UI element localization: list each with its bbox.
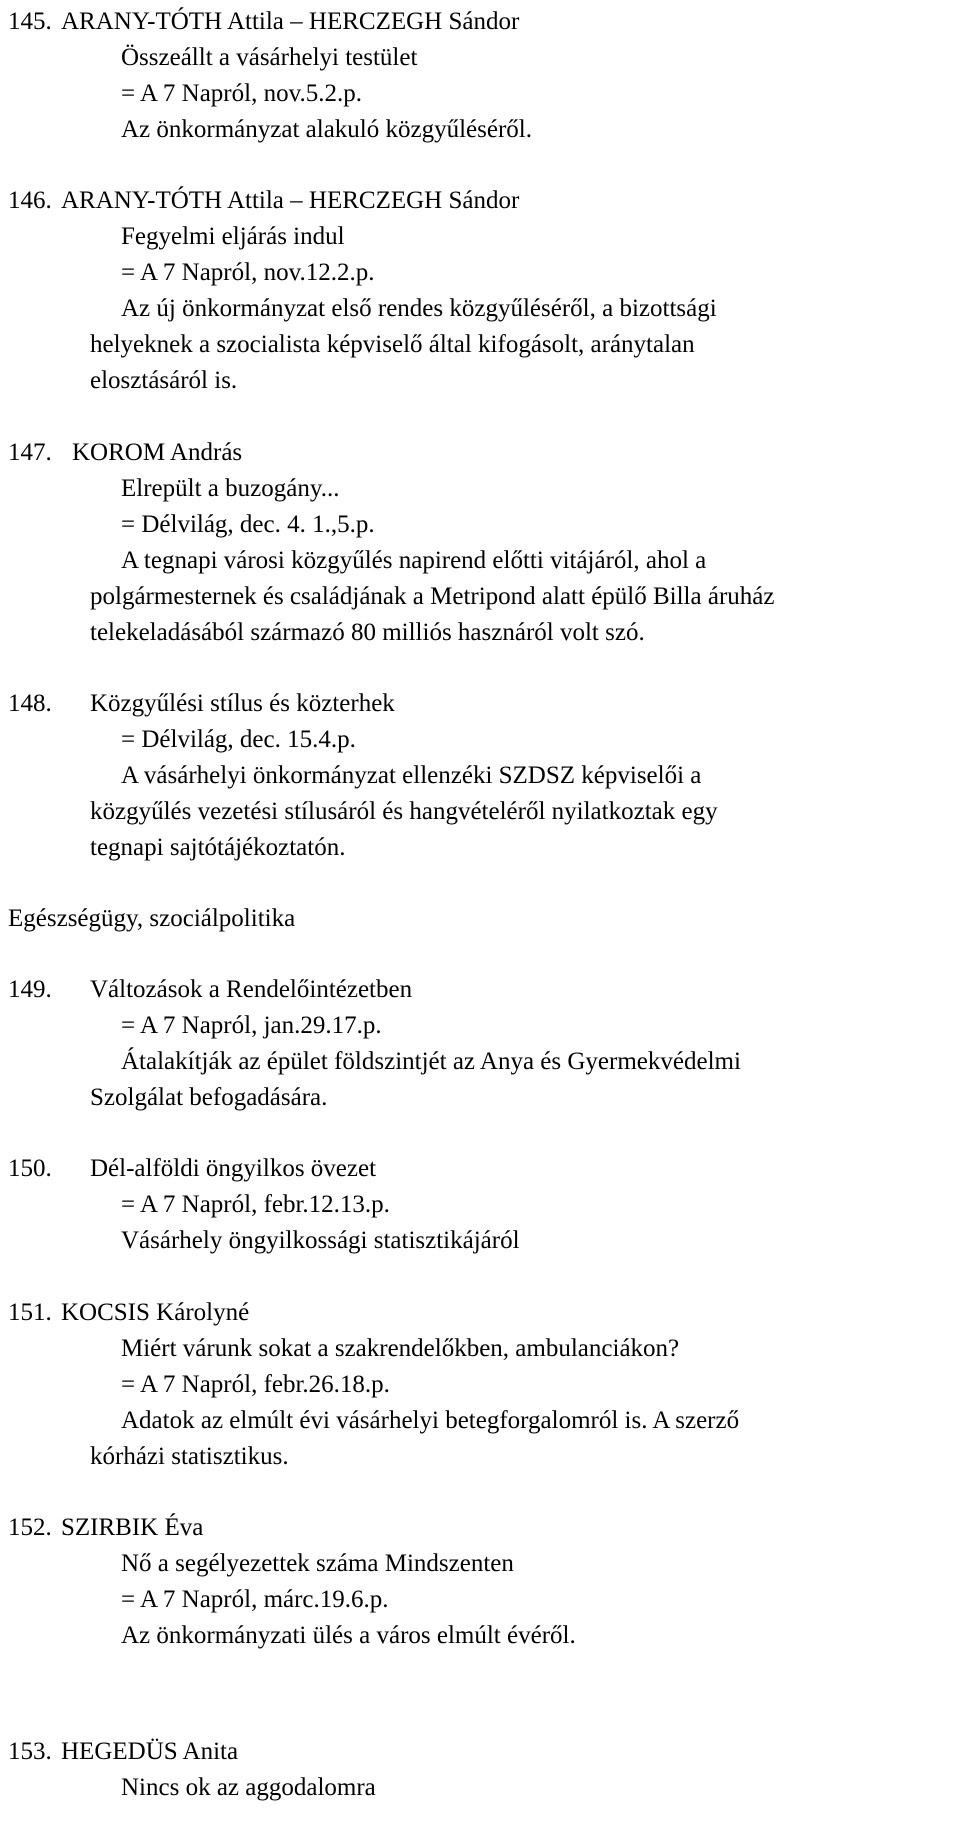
section-heading: Egészségügy, szociálpolitika	[8, 905, 296, 932]
entry-number: 148.	[8, 690, 52, 717]
entry-source: = Délvilág, dec. 15.4.p.	[121, 726, 356, 753]
entry-abstract-line: Vásárhely öngyilkossági statisztikájáról	[121, 1227, 520, 1254]
entry-source: = A 7 Napról, febr.12.13.p.	[121, 1191, 390, 1218]
entry-source: = A 7 Napról, nov.5.2.p.	[121, 80, 362, 107]
entry-title: Miért várunk sokat a szakrendelőkben, ambulanciákon?	[121, 1335, 680, 1362]
entry-title: Fegyelmi eljárás indul	[121, 223, 345, 250]
entry-number: 150.	[8, 1155, 52, 1182]
entry-abstract-line: Adatok az elmúlt évi vásárhelyi betegforgalomról is. A szerző	[121, 1407, 740, 1434]
entry-abstract-line: polgármesternek és családjának a Metripond alatt épülő Billa áruház	[90, 583, 775, 610]
entry-abstract-line: Az önkormányzati ülés a város elmúlt évéről.	[121, 1622, 576, 1649]
entry-number: 151.	[8, 1299, 52, 1326]
entry-abstract-line: elosztásáról is.	[90, 367, 238, 394]
entry-title: Nincs ok az aggodalomra	[121, 1774, 376, 1801]
entry-number: 146.	[8, 187, 52, 214]
entry-abstract-line: tegnapi sajtótájékoztatón.	[90, 834, 346, 861]
entry-abstract-line: A tegnapi városi közgyűlés napirend előtti vitájáról, ahol a	[121, 547, 707, 574]
entry-author: KOROM András	[72, 439, 243, 466]
entry-author: ARANY-TÓTH Attila – HERCZEGH Sándor	[61, 187, 520, 214]
entry-author: HEGEDÜS Anita	[61, 1738, 239, 1765]
entry-abstract-line: Szolgálat befogadására.	[90, 1084, 328, 1111]
entry-title: Dél-alföldi öngyilkos övezet	[90, 1155, 377, 1182]
entry-number: 153.	[8, 1738, 52, 1765]
entry-title: Változások a Rendelőintézetben	[90, 976, 413, 1003]
entry-title: Nő a segélyezettek száma Mindszenten	[121, 1550, 514, 1577]
entry-source: = A 7 Napról, jan.29.17.p.	[121, 1012, 382, 1039]
entry-abstract-line: kórházi statisztikus.	[90, 1443, 289, 1470]
entry-source: = A 7 Napról, nov.12.2.p.	[121, 259, 375, 286]
entry-title: Összeállt a vásárhelyi testület	[121, 44, 418, 71]
entry-abstract-line: helyeknek a szocialista képviselő által kifogásolt, aránytalan	[90, 331, 695, 358]
entry-author: SZIRBIK Éva	[61, 1514, 204, 1541]
entry-abstract-line: A vásárhelyi önkormányzat ellenzéki SZDSZ képviselői a	[121, 762, 702, 789]
entry-source: = Délvilág, dec. 4. 1.,5.p.	[121, 511, 375, 538]
entry-abstract-line: közgyűlés vezetési stílusáról és hangvételéről nyilatkoztak egy	[90, 798, 718, 825]
entry-number: 152.	[8, 1514, 52, 1541]
entry-author: ARANY-TÓTH Attila – HERCZEGH Sándor	[61, 8, 520, 35]
entry-number: 147.	[8, 439, 52, 466]
entry-author: KOCSIS Károlyné	[61, 1299, 250, 1326]
entry-abstract-line: telekeladásából származó 80 milliós hasznáról volt szó.	[90, 619, 645, 646]
entry-title: Elrepült a buzogány...	[121, 475, 340, 502]
entry-title: Közgyűlési stílus és közterhek	[90, 690, 395, 717]
entry-number: 149.	[8, 976, 52, 1003]
entry-source: = A 7 Napról, márc.19.6.p.	[121, 1586, 389, 1613]
entry-abstract-line: Az önkormányzat alakuló közgyűléséről.	[121, 116, 532, 143]
entry-abstract-line: Átalakítják az épület földszintjét az Anya és Gyermekvédelmi	[121, 1048, 741, 1075]
entry-number: 145.	[8, 8, 52, 35]
entry-source: = A 7 Napról, febr.26.18.p.	[121, 1371, 390, 1398]
entry-abstract-line: Az új önkormányzat első rendes közgyűléséről, a bizottsági	[121, 295, 717, 322]
